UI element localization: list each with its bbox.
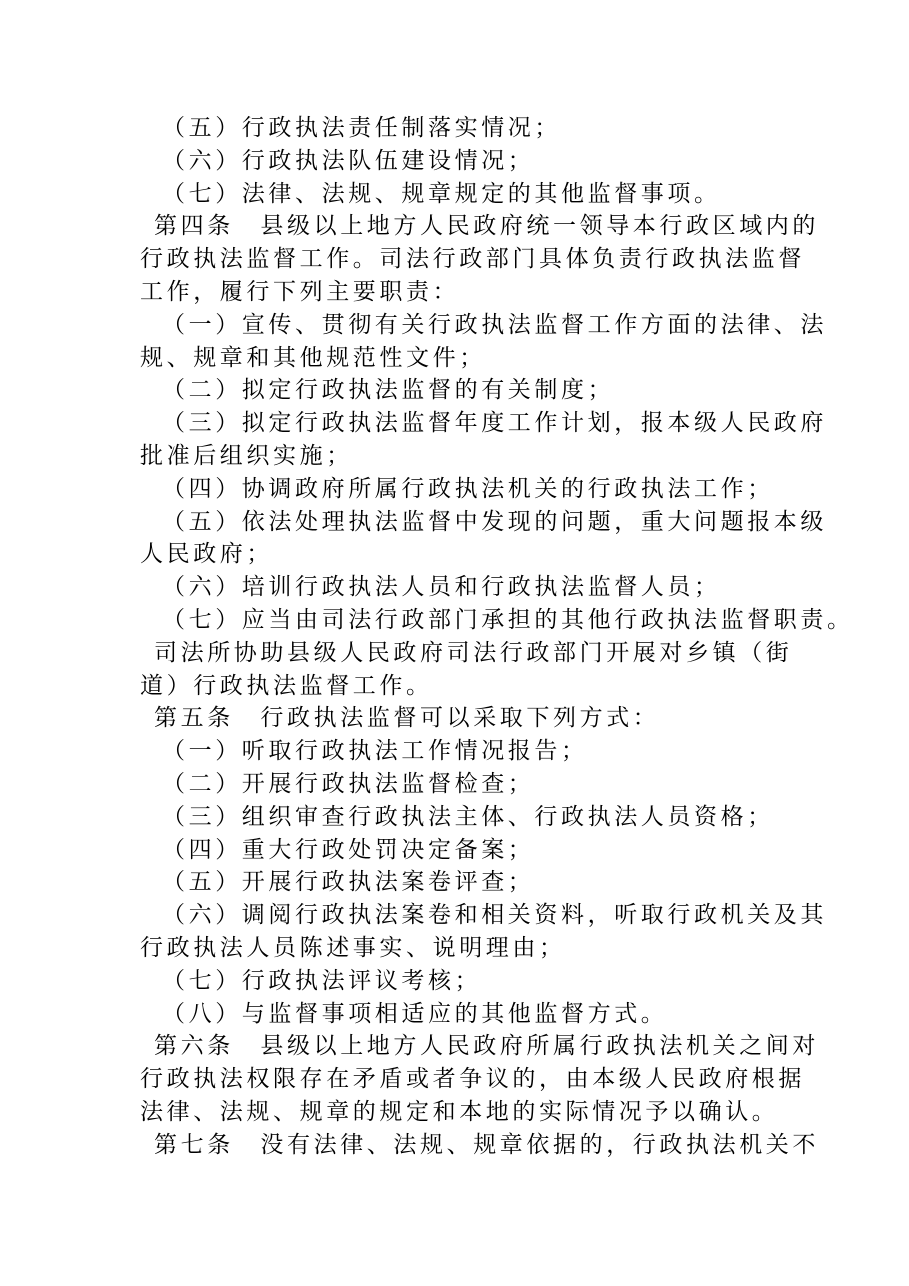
document-line: （五）依法处理执法监督中发现的问题，重大问题报本级 bbox=[162, 508, 827, 535]
document-line: 第四条 县级以上地方人民政府统一领导本行政区域内的 bbox=[154, 213, 819, 240]
document-line: 道）行政执法监督工作。 bbox=[140, 672, 433, 699]
document-line: 行政执法权限存在矛盾或者争议的，由本级人民政府根据 bbox=[140, 1066, 805, 1093]
document-line: 行政执法人员陈述事实、说明理由； bbox=[140, 934, 566, 961]
document-line: 第七条 没有法律、法规、规章依据的，行政执法机关不 bbox=[154, 1131, 819, 1158]
document-line: 第五条 行政执法监督可以采取下列方式： bbox=[154, 705, 660, 732]
document-line: （八）与监督事项相适应的其他监督方式。 bbox=[162, 1000, 668, 1027]
document-line: （二）拟定行政执法监督的有关制度； bbox=[162, 377, 615, 404]
document-line: （三）拟定行政执法监督年度工作计划，报本级人民政府 bbox=[162, 410, 827, 437]
document-line: （七）应当由司法行政部门承担的其他行政执法监督职责。 bbox=[162, 606, 854, 633]
document-line: （三）组织审查行政执法主体、行政执法人员资格； bbox=[162, 803, 774, 830]
document-line: （六）行政执法队伍建设情况； bbox=[162, 147, 535, 174]
document-line: （一）听取行政执法工作情况报告； bbox=[162, 738, 588, 765]
document-line: （六）培训行政执法人员和行政执法监督人员； bbox=[162, 574, 721, 601]
document-line: （五）行政执法责任制落实情况； bbox=[162, 115, 561, 141]
document-line: 行政执法监督工作。司法行政部门具体负责行政执法监督 bbox=[140, 246, 805, 273]
document-line: （一）宣传、贯彻有关行政执法监督工作方面的法律、法 bbox=[162, 311, 827, 338]
document-line: 司法所协助县级人民政府司法行政部门开展对乡镇（街 bbox=[154, 639, 793, 666]
document-line: 规、规章和其他规范性文件； bbox=[140, 344, 486, 371]
document-line: 法律、法规、规章的规定和本地的实际情况予以确认。 bbox=[140, 1098, 779, 1125]
document-line: 人民政府； bbox=[140, 541, 273, 568]
document-line: （七）行政执法评议考核； bbox=[162, 967, 482, 994]
document-line: 第六条 县级以上地方人民政府所属行政执法机关之间对 bbox=[154, 1033, 819, 1060]
document-line: （二）开展行政执法监督检查； bbox=[162, 770, 535, 797]
document-line: （六）调阅行政执法案卷和相关资料，听取行政机关及其 bbox=[162, 902, 827, 929]
document-line: 工作，履行下列主要职责： bbox=[140, 278, 460, 305]
document-page bbox=[140, 112, 854, 1162]
document-line: 批准后组织实施； bbox=[140, 442, 353, 469]
document-line: （七）法律、法规、规章规定的其他监督事项。 bbox=[162, 180, 721, 207]
document-line: （四）协调政府所属行政执法机关的行政执法工作； bbox=[162, 475, 774, 502]
document-line: （四）重大行政处罚决定备案； bbox=[162, 836, 535, 863]
document-line: （五）开展行政执法案卷评查； bbox=[162, 869, 535, 896]
